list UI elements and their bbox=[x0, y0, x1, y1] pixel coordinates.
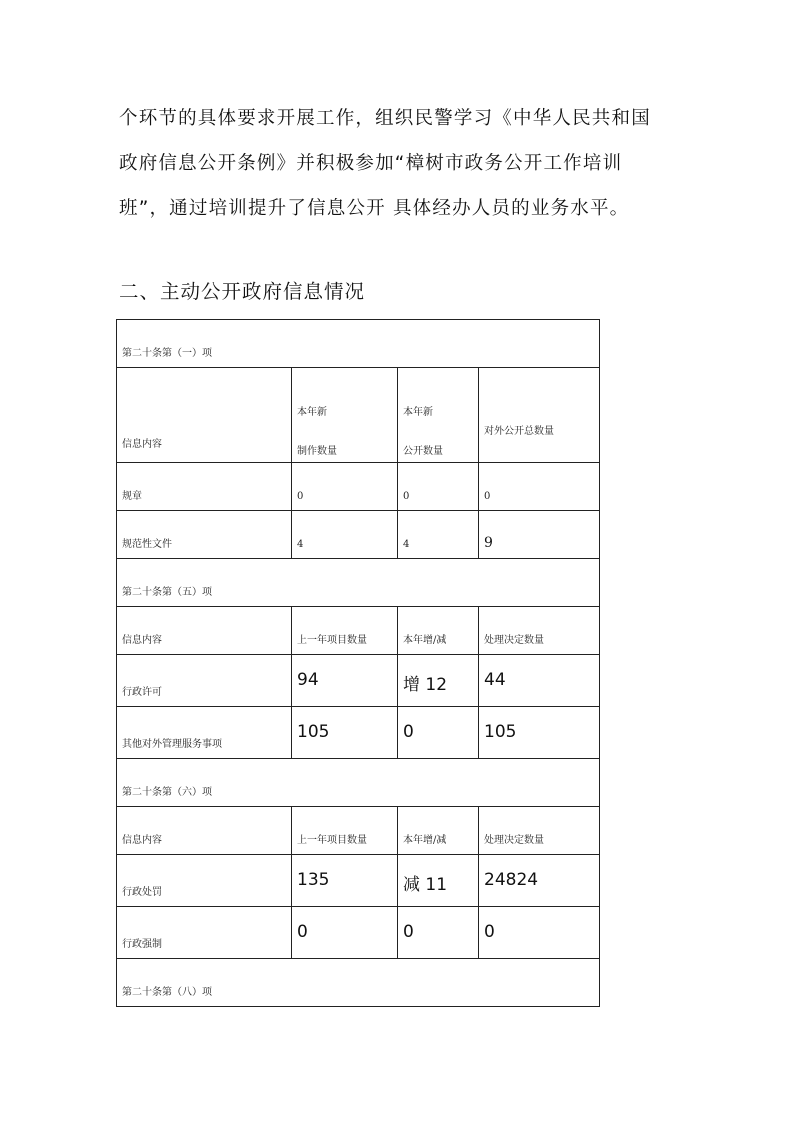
row-name: 其他对外管理服务事项 bbox=[122, 739, 222, 750]
table-row bbox=[117, 855, 600, 907]
section-title-row bbox=[117, 959, 600, 1007]
header-total-public: 对外公开总数量 bbox=[484, 426, 554, 437]
header-row bbox=[117, 607, 600, 655]
cell-value: 0 bbox=[403, 491, 410, 502]
header-new-made-line1: 本年新 bbox=[297, 407, 327, 418]
header-change: 本年增/减 bbox=[403, 635, 447, 646]
cell-value: 0 bbox=[297, 922, 308, 942]
table-row bbox=[117, 655, 600, 707]
section-title: 第二十条第（五）项 bbox=[122, 587, 212, 598]
header-last-year-count: 上一年项目数量 bbox=[297, 835, 367, 846]
row-name: 行政强制 bbox=[122, 939, 162, 950]
cell-value: 4 bbox=[297, 539, 304, 550]
cell-value: 9 bbox=[484, 535, 493, 551]
row-name: 行政处罚 bbox=[122, 887, 162, 898]
header-last-year-count: 上一年项目数量 bbox=[297, 635, 367, 646]
cell-value: 增 12 bbox=[403, 675, 448, 695]
table-row bbox=[117, 907, 600, 959]
section-title: 第二十条第（八）项 bbox=[122, 987, 212, 998]
cell-value: 105 bbox=[297, 722, 330, 742]
table-row bbox=[117, 707, 600, 759]
section-title-row bbox=[117, 759, 600, 807]
header-new-public-line2: 公开数量 bbox=[403, 446, 443, 457]
paragraph-line: 个环节的具体要求开展工作，组织民警学习《中华人民共和国 bbox=[119, 108, 651, 129]
cell-value: 4 bbox=[403, 539, 410, 550]
section-title: 第二十条第（六）项 bbox=[122, 787, 212, 798]
table-row bbox=[117, 511, 600, 559]
header-row bbox=[117, 368, 600, 463]
row-name: 行政许可 bbox=[122, 687, 162, 698]
header-decision-count: 处理决定数量 bbox=[484, 835, 544, 846]
cell-value: 0 bbox=[484, 922, 495, 942]
row-name: 规范性文件 bbox=[122, 539, 172, 550]
cell-value: 0 bbox=[403, 922, 414, 942]
section-heading: 二、主动公开政府信息情况 bbox=[119, 280, 366, 303]
header-change: 本年增/减 bbox=[403, 835, 447, 846]
section-title-row bbox=[117, 320, 600, 368]
header-new-public-line1: 本年新 bbox=[403, 407, 433, 418]
cell-value: 减 11 bbox=[403, 875, 448, 895]
cell-value: 0 bbox=[403, 722, 414, 742]
paragraph-line: 班”，通过培训提升了信息公开 具体经办人员的业务水平。 bbox=[119, 198, 630, 219]
row-name: 规章 bbox=[122, 491, 142, 502]
cell-value: 0 bbox=[297, 491, 304, 502]
cell-value: 135 bbox=[297, 870, 330, 890]
cell-value: 105 bbox=[484, 722, 517, 742]
cell-value: 24824 bbox=[484, 870, 539, 890]
header-info-content: 信息内容 bbox=[122, 835, 162, 846]
header-info-content: 信息内容 bbox=[122, 439, 162, 450]
header-row bbox=[117, 807, 600, 855]
section-title: 第二十条第（一）项 bbox=[122, 348, 212, 359]
header-new-made-line2: 制作数量 bbox=[297, 446, 337, 457]
cell-value: 0 bbox=[484, 491, 491, 502]
header-decision-count: 处理决定数量 bbox=[484, 635, 544, 646]
table-row bbox=[117, 463, 600, 511]
paragraph-line: 政府信息公开条例》并积极参加“樟树市政务公开工作培训 bbox=[119, 153, 623, 174]
section-title-row bbox=[117, 559, 600, 607]
government-info-table bbox=[116, 319, 600, 1007]
body-paragraph bbox=[119, 96, 689, 231]
header-info-content: 信息内容 bbox=[122, 635, 162, 646]
cell-value: 44 bbox=[484, 670, 506, 690]
cell-value: 94 bbox=[297, 670, 319, 690]
